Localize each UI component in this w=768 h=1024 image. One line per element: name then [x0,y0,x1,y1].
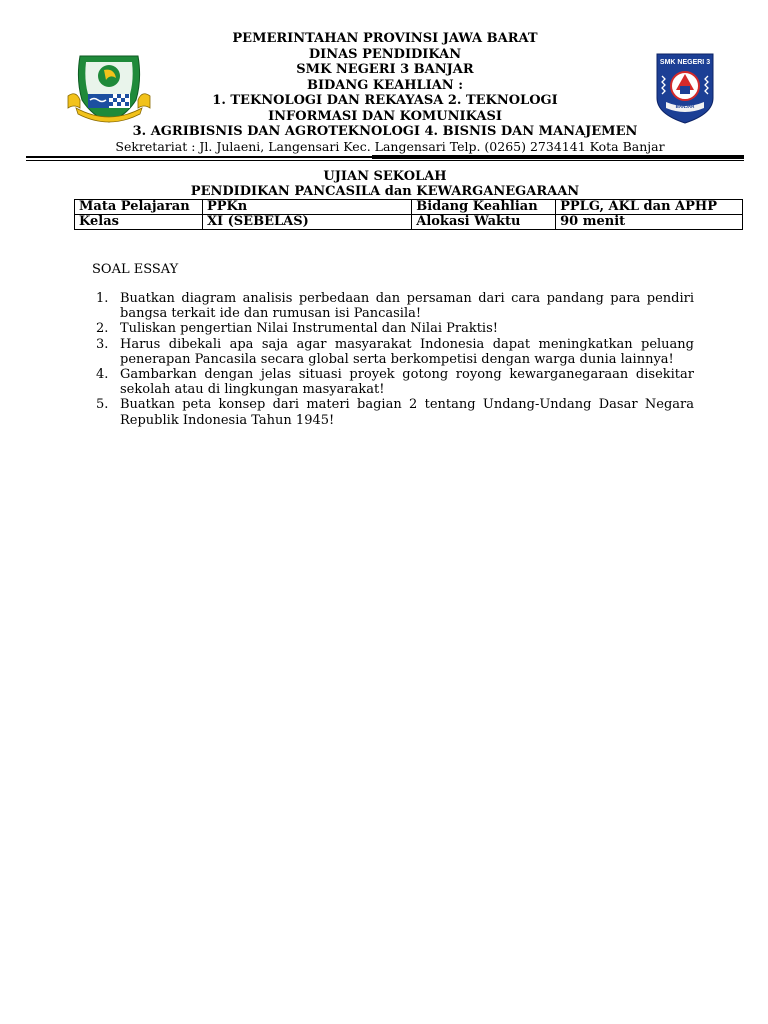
question-text: Buatkan peta konsep dari materi bagian 2 tentang Undang-Undang Dasar Negara Republik Indonesia Tahun 1945! [120,397,694,428]
letterhead [120,31,650,140]
header-address: Sekretariat : Jl. Julaeni, Langensari Kec. Langensari Telp. (0265) 2734141 Kota Banjar [115,139,665,154]
question-number: 3. [96,336,109,352]
table-cell: PPKn [202,200,411,215]
list-item [92,291,694,321]
exam-title: UJIAN SEKOLAH [323,169,447,184]
exam-heading [120,169,650,199]
table-cell: Alokasi Waktu [412,215,556,230]
logo-right-banner: BANJAR [675,104,695,109]
table-cell: Kelas [75,215,203,230]
header-field-3: 3. AGRIBISNIS DAN AGROTEKNOLOGI 4. BISNIS DAN MANAJEMEN [132,124,638,139]
table-row [75,215,743,230]
table-cell: Mata Pelajaran [75,200,203,215]
header-province: PEMERINTAHAN PROVINSI JAWA BARAT [232,31,538,46]
table-cell: 90 menit [556,215,743,230]
table-cell: XI (SEBELAS) [202,215,411,230]
exam-subtitle: PENDIDIKAN PANCASILA dan KEWARGANEGARAAN [190,184,580,199]
soal-essay-label: SOAL ESSAY [92,262,179,277]
header-school: SMK NEGERI 3 BANJAR [296,62,474,77]
question-text: Gambarkan dengan jelas situasi proyek gotong royong kewarganegaraan disekitar sekolah atau di lingkungan masyarakat! [120,367,694,398]
table-cell: Bidang Keahlian [412,200,556,215]
header-field-label: BIDANG KEAHLIAN : [306,77,464,93]
exam-info-table [74,199,743,230]
header-field-2: INFORMASI DAN KOMUNIKASI [268,108,502,124]
list-item [92,321,694,336]
list-item [92,397,694,427]
list-item [92,337,694,367]
question-number: 4. [96,367,109,383]
letterhead-rule-bottom [26,160,744,161]
header-field-1: 1. TEKNOLOGI DAN REKAYASA 2. TEKNOLOGI [212,93,558,108]
list-item [92,367,694,397]
question-list [92,291,694,428]
table-row [75,200,743,215]
logo-right-text: SMK NEGERI 3 [659,59,711,66]
letterhead-rule-thick [372,155,744,159]
question-number: 5. [96,397,109,413]
question-number: 1. [96,291,109,306]
smk-negeri-3-shield-icon [654,52,716,124]
question-text: Tuliskan pengertian Nilai Instrumental dan Nilai Praktis! [120,321,498,337]
header-agency: DINAS PENDIDIKAN [308,46,462,62]
question-number: 2. [96,321,109,337]
question-text: Buatkan diagram analisis perbedaan dan persaman dari cara pandang para pendiri bangsa terkait ide dan rumusan isi Pancasila! [120,291,694,322]
table-cell: PPLG, AKL dan APHP [556,200,743,215]
question-text: Harus dibekali apa saja agar masyarakat Indonesia dapat meningkatkan peluang penerapan Pancasila secara global serta berkompetisi dengan warga dunia lainnya! [120,336,694,367]
